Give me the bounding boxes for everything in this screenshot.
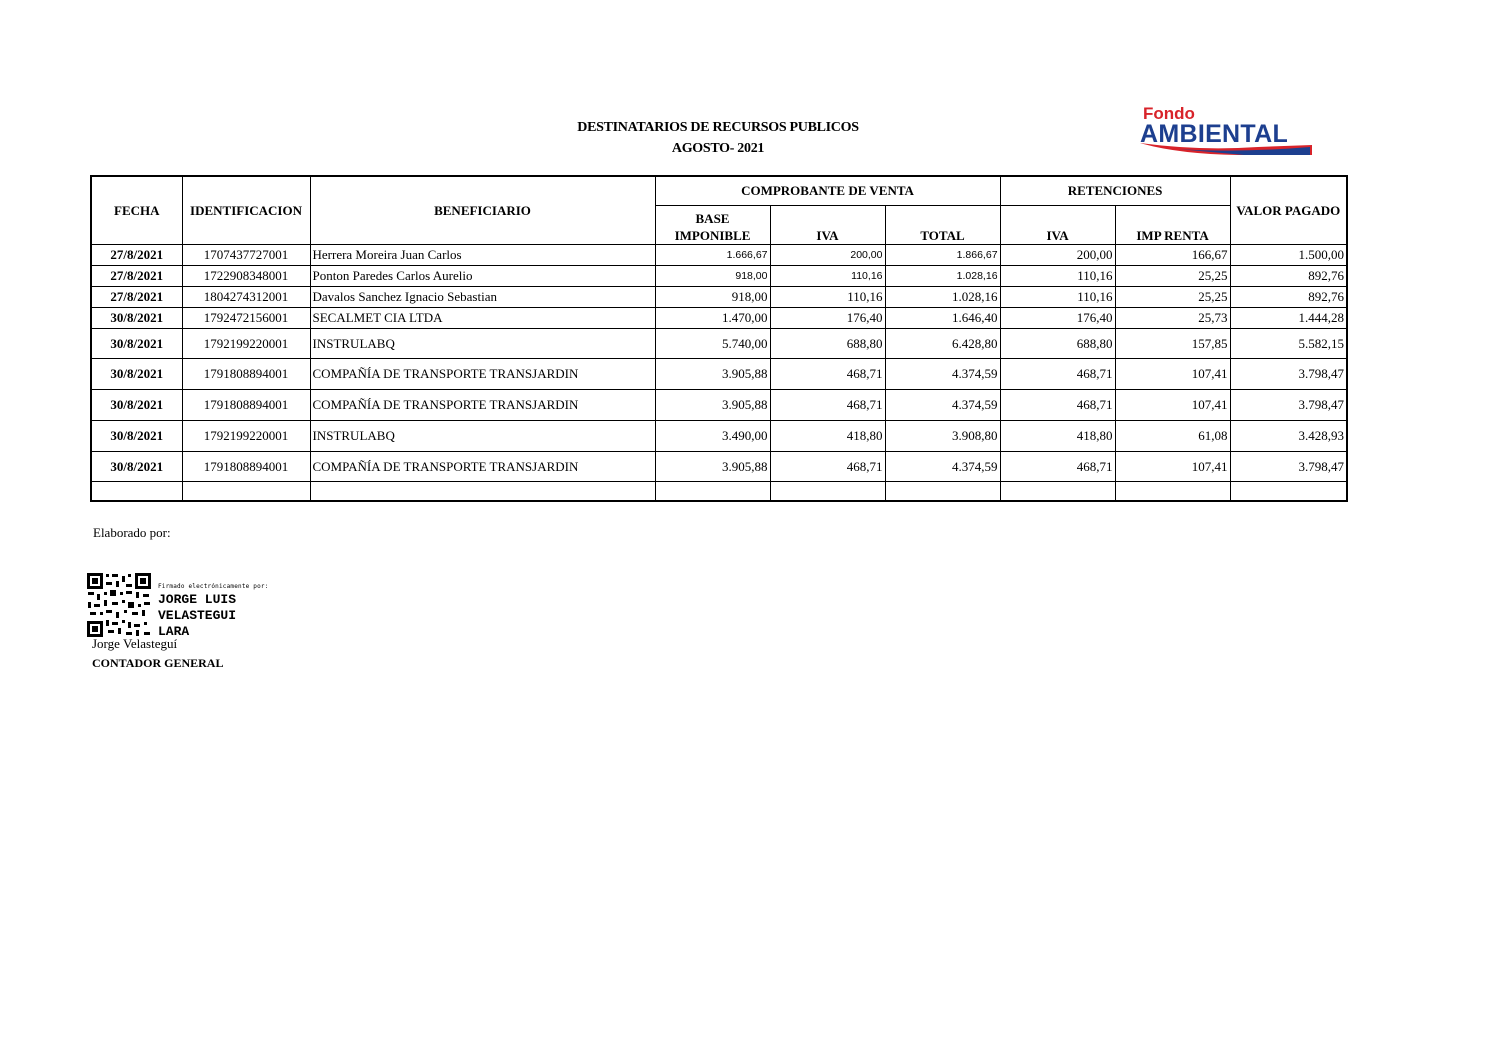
header-base-imponible (655, 206, 770, 245)
logo-swoosh-icon (1138, 141, 1314, 157)
cell-beneficiario: INSTRULABQ (310, 421, 655, 452)
cell-ret-iva: 468,71 (1000, 359, 1115, 390)
cell-iva: 468,71 (770, 390, 885, 421)
firmado-electronicamente-label: Firmado electrónicamente por: (158, 583, 269, 590)
cell-identificacion: 1792472156001 (182, 308, 310, 329)
logo-ambiental-text: AMBIENTAL (1140, 120, 1289, 148)
cell-identificacion: 1722908348001 (182, 266, 310, 287)
header-iva: IVA (770, 206, 885, 245)
cell-base-imponible: 3.490,00 (655, 421, 770, 452)
cell-base-imponible: 1.666,67 (655, 245, 770, 266)
cell-fecha: 27/8/2021 (91, 245, 182, 266)
table-row (91, 390, 1347, 421)
cell-iva: 200,00 (770, 245, 885, 266)
table-row (91, 266, 1347, 287)
cell-base-imponible: 3.905,88 (655, 452, 770, 482)
header-comprobante-de-venta: COMPROBANTE DE VENTA (655, 176, 1000, 206)
cell-total: 1.866,67 (885, 245, 1000, 266)
title-line-1: DESTINATARIOS DE RECURSOS PUBLICOS (577, 120, 859, 135)
cell-valor-pagado: 3.798,47 (1230, 390, 1347, 421)
cell-ret-iva: 200,00 (1000, 245, 1115, 266)
cell-imp-renta: 157,85 (1115, 329, 1230, 359)
cell-valor-pagado: 892,76 (1230, 287, 1347, 308)
cell-base-imponible: 918,00 (655, 266, 770, 287)
table-row (91, 329, 1347, 359)
cell-valor-pagado: 892,76 (1230, 266, 1347, 287)
empty-cell (1115, 482, 1230, 501)
cell-fecha: 27/8/2021 (91, 266, 182, 287)
header-base-line2: IMPONIBLE (674, 228, 751, 243)
cell-imp-renta: 107,41 (1115, 452, 1230, 482)
cell-identificacion: 1804274312001 (182, 287, 310, 308)
cell-valor-pagado: 3.428,93 (1230, 421, 1347, 452)
table-row (91, 359, 1347, 390)
table-row (91, 287, 1347, 308)
cell-iva: 468,71 (770, 452, 885, 482)
cell-base-imponible: 3.905,88 (655, 359, 770, 390)
header-ret-iva: IVA (1000, 206, 1115, 245)
cell-imp-renta: 107,41 (1115, 390, 1230, 421)
cell-beneficiario: COMPAÑÍA DE TRANSPORTE TRANSJARDIN (310, 390, 655, 421)
table-header-row (91, 176, 1347, 206)
table-row (91, 452, 1347, 482)
cell-beneficiario: COMPAÑÍA DE TRANSPORTE TRANSJARDIN (310, 359, 655, 390)
cell-ret-iva: 418,80 (1000, 421, 1115, 452)
cell-fecha: 30/8/2021 (91, 390, 182, 421)
table-row (91, 308, 1347, 329)
header-imp-renta: IMP RENTA (1115, 206, 1230, 245)
cell-fecha: 30/8/2021 (91, 359, 182, 390)
cell-beneficiario: INSTRULABQ (310, 329, 655, 359)
cell-iva: 688,80 (770, 329, 885, 359)
header-fecha: FECHA (91, 176, 182, 245)
document-title (500, 117, 936, 159)
signature-qr-code-icon (86, 572, 152, 638)
cell-fecha: 30/8/2021 (91, 329, 182, 359)
cell-valor-pagado: 1.444,28 (1230, 308, 1347, 329)
cell-imp-renta: 166,67 (1115, 245, 1230, 266)
empty-cell (1000, 482, 1115, 501)
cell-total: 3.908,80 (885, 421, 1000, 452)
header-total: TOTAL (885, 206, 1000, 245)
cell-base-imponible: 918,00 (655, 287, 770, 308)
cell-iva: 176,40 (770, 308, 885, 329)
empty-cell (182, 482, 310, 501)
cell-identificacion: 1791808894001 (182, 359, 310, 390)
cell-base-imponible: 3.905,88 (655, 390, 770, 421)
cell-beneficiario: Davalos Sanchez Ignacio Sebastian (310, 287, 655, 308)
cell-fecha: 27/8/2021 (91, 287, 182, 308)
cell-total: 1.646,40 (885, 308, 1000, 329)
cell-total: 6.428,80 (885, 329, 1000, 359)
cell-valor-pagado: 3.798,47 (1230, 452, 1347, 482)
header-identificacion: IDENTIFICACION (182, 176, 310, 245)
header-valor-pagado: VALOR PAGADO (1230, 176, 1347, 245)
cell-imp-renta: 107,41 (1115, 359, 1230, 390)
cell-imp-renta: 25,73 (1115, 308, 1230, 329)
empty-cell (310, 482, 655, 501)
cell-identificacion: 1792199220001 (182, 329, 310, 359)
cell-total: 1.028,16 (885, 266, 1000, 287)
cell-beneficiario: Ponton Paredes Carlos Aurelio (310, 266, 655, 287)
cell-identificacion: 1707437727001 (182, 245, 310, 266)
fondo-ambiental-logo (1138, 105, 1316, 157)
logo-fondo-text: Fondo (1143, 104, 1195, 123)
cell-identificacion: 1791808894001 (182, 390, 310, 421)
cell-base-imponible: 1.470,00 (655, 308, 770, 329)
cell-identificacion: 1792199220001 (182, 421, 310, 452)
title-line-2: AGOSTO- 2021 (671, 141, 765, 156)
cell-beneficiario: COMPAÑÍA DE TRANSPORTE TRANSJARDIN (310, 452, 655, 482)
signer-role: CONTADOR GENERAL (92, 656, 224, 670)
cell-total: 4.374,59 (885, 390, 1000, 421)
cell-ret-iva: 176,40 (1000, 308, 1115, 329)
signer-name: JORGE LUIS VELASTEGUI LARA (158, 592, 237, 639)
cell-imp-renta: 61,08 (1115, 421, 1230, 452)
cell-fecha: 30/8/2021 (91, 308, 182, 329)
elaborado-por-label: Elaborado por: (93, 525, 171, 540)
table-row-empty (91, 482, 1347, 501)
cell-ret-iva: 110,16 (1000, 287, 1115, 308)
cell-valor-pagado: 1.500,00 (1230, 245, 1347, 266)
empty-cell (91, 482, 182, 501)
cell-total: 4.374,59 (885, 359, 1000, 390)
header-base-line1: BASE (695, 211, 730, 226)
cell-imp-renta: 25,25 (1115, 266, 1230, 287)
cell-iva: 468,71 (770, 359, 885, 390)
cell-iva: 110,16 (770, 287, 885, 308)
cell-ret-iva: 688,80 (1000, 329, 1115, 359)
cell-imp-renta: 25,25 (1115, 287, 1230, 308)
empty-cell (770, 482, 885, 501)
cell-total: 4.374,59 (885, 452, 1000, 482)
cell-ret-iva: 110,16 (1000, 266, 1115, 287)
cell-identificacion: 1791808894001 (182, 452, 310, 482)
header-retenciones: RETENCIONES (1000, 176, 1230, 206)
typed-signer-name: Jorge Velasteguí (92, 636, 178, 651)
empty-cell (655, 482, 770, 501)
empty-cell (885, 482, 1000, 501)
cell-valor-pagado: 3.798,47 (1230, 359, 1347, 390)
cell-fecha: 30/8/2021 (91, 452, 182, 482)
table-row (91, 421, 1347, 452)
cell-ret-iva: 468,71 (1000, 390, 1115, 421)
cell-iva: 418,80 (770, 421, 885, 452)
cell-total: 1.028,16 (885, 287, 1000, 308)
cell-fecha: 30/8/2021 (91, 421, 182, 452)
cell-valor-pagado: 5.582,15 (1230, 329, 1347, 359)
table-row (91, 245, 1347, 266)
header-beneficiario: BENEFICIARIO (310, 176, 655, 245)
cell-beneficiario: Herrera Moreira Juan Carlos (310, 245, 655, 266)
cell-iva: 110,16 (770, 266, 885, 287)
cell-ret-iva: 468,71 (1000, 452, 1115, 482)
cell-beneficiario: SECALMET CIA LTDA (310, 308, 655, 329)
empty-cell (1230, 482, 1347, 501)
recipients-table (90, 175, 1348, 502)
cell-base-imponible: 5.740,00 (655, 329, 770, 359)
